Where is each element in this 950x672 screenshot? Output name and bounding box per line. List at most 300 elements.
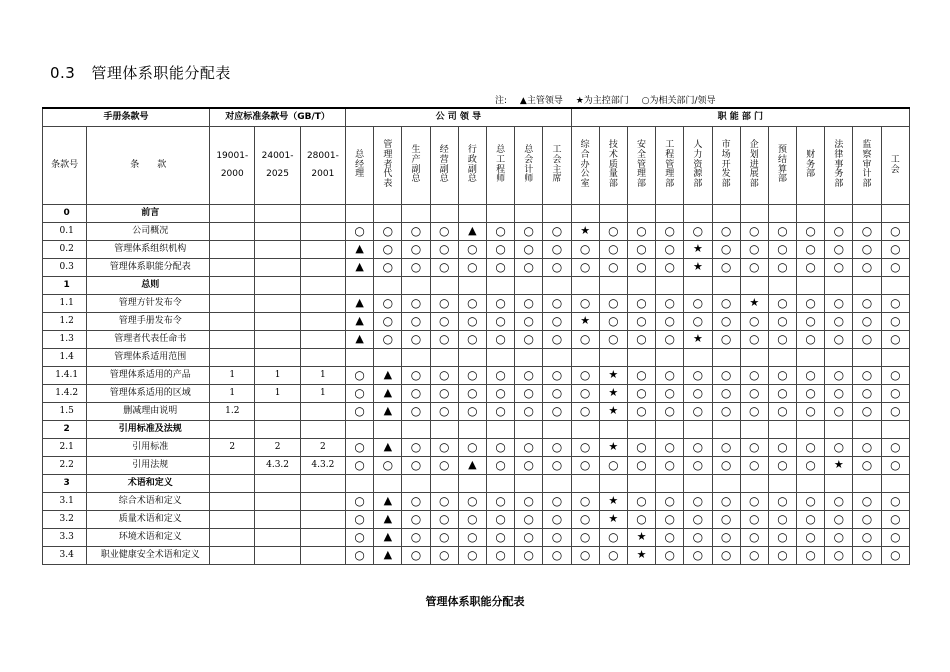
empty-cell — [656, 349, 684, 367]
related-circle-icon: ○ — [797, 403, 825, 421]
empty-cell — [543, 421, 571, 439]
related-circle-icon: ○ — [881, 241, 909, 259]
empty-cell — [458, 349, 486, 367]
empty-cell — [402, 277, 430, 295]
table-row — [43, 331, 910, 349]
empty-cell — [797, 277, 825, 295]
related-circle-icon: ○ — [797, 547, 825, 565]
leader-header-7 — [515, 127, 543, 205]
related-circle-icon: ○ — [684, 493, 712, 511]
empty-cell — [486, 475, 514, 493]
related-circle-icon: ○ — [825, 439, 853, 457]
table-row — [43, 277, 910, 295]
related-circle-icon: ○ — [515, 241, 543, 259]
leader-header-label: 总经理 — [355, 149, 365, 180]
main-dept-star-icon: ★ — [571, 223, 599, 241]
lead-triangle-icon: ▲ — [374, 493, 402, 511]
main-dept-star-icon: ★ — [599, 511, 627, 529]
empty-cell — [430, 277, 458, 295]
related-circle-icon: ○ — [627, 241, 655, 259]
related-circle-icon: ○ — [768, 385, 796, 403]
empty-cell — [430, 349, 458, 367]
empty-cell — [402, 475, 430, 493]
related-circle-icon: ○ — [599, 259, 627, 277]
related-circle-icon: ○ — [656, 241, 684, 259]
table-row — [43, 385, 910, 403]
dept-header-label: 工会 — [890, 154, 900, 175]
std-clause-cell — [255, 259, 300, 277]
lead-triangle-icon: ▲ — [374, 529, 402, 547]
lead-triangle-icon: ▲ — [346, 313, 374, 331]
table-row — [43, 547, 910, 565]
related-circle-icon: ○ — [543, 385, 571, 403]
related-circle-icon: ○ — [515, 439, 543, 457]
dept-header-label: 工程管理部 — [665, 139, 675, 190]
related-circle-icon: ○ — [881, 259, 909, 277]
related-circle-icon: ○ — [346, 493, 374, 511]
clause-name: 综合术语和定义 — [87, 493, 210, 511]
main-dept-star-icon: ★ — [571, 313, 599, 331]
empty-cell — [346, 277, 374, 295]
std-clause-cell — [300, 493, 345, 511]
related-circle-icon: ○ — [430, 493, 458, 511]
std-clause-cell — [255, 313, 300, 331]
group-departments: 职 能 部 门 — [571, 108, 909, 127]
related-circle-icon: ○ — [627, 511, 655, 529]
related-circle-icon: ○ — [712, 385, 740, 403]
related-circle-icon: ○ — [797, 511, 825, 529]
std-clause-cell — [210, 349, 255, 367]
clause-name: 环境术语和定义 — [87, 529, 210, 547]
related-circle-icon: ○ — [346, 385, 374, 403]
clause-name: 职业健康安全术语和定义 — [87, 547, 210, 565]
empty-cell — [599, 349, 627, 367]
clause-name: 引用法规 — [87, 457, 210, 475]
related-circle-icon: ○ — [825, 259, 853, 277]
related-circle-icon: ○ — [825, 511, 853, 529]
table-row — [43, 313, 910, 331]
related-circle-icon: ○ — [486, 331, 514, 349]
related-circle-icon: ○ — [740, 331, 768, 349]
dept-header-label: 监察审计部 — [862, 139, 872, 190]
dept-header-4 — [656, 127, 684, 205]
empty-cell — [374, 277, 402, 295]
related-circle-icon: ○ — [656, 331, 684, 349]
std-clause-cell — [300, 223, 345, 241]
related-circle-icon: ○ — [881, 529, 909, 547]
related-circle-icon: ○ — [515, 259, 543, 277]
lead-triangle-icon: ▲ — [346, 241, 374, 259]
lead-triangle-icon: ▲ — [374, 385, 402, 403]
std-clause-cell — [255, 511, 300, 529]
related-circle-icon: ○ — [797, 313, 825, 331]
related-circle-icon: ○ — [543, 493, 571, 511]
related-circle-icon: ○ — [486, 439, 514, 457]
std-clause-cell — [300, 295, 345, 313]
page-title — [50, 62, 231, 83]
related-circle-icon: ○ — [571, 259, 599, 277]
related-circle-icon: ○ — [374, 457, 402, 475]
clause-number: 1.1 — [43, 295, 87, 313]
empty-cell — [825, 205, 853, 223]
leader-header-8 — [543, 127, 571, 205]
clause-name: 管理方针发布令 — [87, 295, 210, 313]
std-clause-cell — [255, 241, 300, 259]
std-clause-cell — [210, 529, 255, 547]
std-clause-cell: 1 — [255, 367, 300, 385]
std-clause-cell — [300, 349, 345, 367]
related-circle-icon: ○ — [374, 223, 402, 241]
related-circle-icon: ○ — [402, 241, 430, 259]
leader-header-label: 行政副总 — [467, 144, 477, 185]
leader-header-5 — [458, 127, 486, 205]
std-header-1: 19001-2000 — [210, 127, 255, 205]
related-circle-icon: ○ — [712, 547, 740, 565]
empty-cell — [627, 421, 655, 439]
main-dept-star-icon: ★ — [599, 439, 627, 457]
empty-cell — [881, 349, 909, 367]
dept-header-5 — [684, 127, 712, 205]
related-circle-icon: ○ — [740, 241, 768, 259]
std-clause-cell: 4.3.2 — [300, 457, 345, 475]
clause-number: 0.3 — [43, 259, 87, 277]
std-clause-cell: 1 — [300, 367, 345, 385]
related-circle-icon: ○ — [684, 529, 712, 547]
leader-header-1 — [346, 127, 374, 205]
table-row — [43, 295, 910, 313]
main-dept-star-icon: ★ — [599, 385, 627, 403]
table-row — [43, 511, 910, 529]
related-circle-icon: ○ — [599, 547, 627, 565]
related-circle-icon: ○ — [712, 529, 740, 547]
related-circle-icon: ○ — [797, 385, 825, 403]
related-circle-icon: ○ — [599, 223, 627, 241]
section-title: 管理体系职能分配表 — [91, 64, 231, 82]
std-clause-cell — [255, 421, 300, 439]
related-circle-icon: ○ — [346, 403, 374, 421]
std-clause-cell — [255, 493, 300, 511]
related-circle-icon: ○ — [853, 385, 881, 403]
related-circle-icon: ○ — [684, 385, 712, 403]
related-circle-icon: ○ — [881, 313, 909, 331]
clause-name: 管理体系职能分配表 — [87, 259, 210, 277]
clause-name: 管理体系适用的产品 — [87, 367, 210, 385]
empty-cell — [853, 475, 881, 493]
related-circle-icon: ○ — [543, 367, 571, 385]
related-circle-icon: ○ — [825, 223, 853, 241]
clause-name: 管理体系适用范围 — [87, 349, 210, 367]
empty-cell — [881, 475, 909, 493]
related-circle-icon: ○ — [797, 223, 825, 241]
related-circle-icon: ○ — [656, 511, 684, 529]
std-clause-cell — [300, 313, 345, 331]
std-clause-cell: 1.2 — [210, 403, 255, 421]
related-circle-icon: ○ — [797, 259, 825, 277]
clause-number: 1.4.2 — [43, 385, 87, 403]
empty-cell — [684, 475, 712, 493]
related-circle-icon: ○ — [346, 367, 374, 385]
table-row — [43, 259, 910, 277]
main-dept-star-icon: ★ — [684, 241, 712, 259]
related-circle-icon: ○ — [853, 511, 881, 529]
related-circle-icon: ○ — [458, 529, 486, 547]
clause-number: 0.1 — [43, 223, 87, 241]
clause-name: 公司概况 — [87, 223, 210, 241]
related-circle-icon: ○ — [768, 547, 796, 565]
legend-leader: ▲主管领导 — [519, 96, 563, 106]
related-circle-icon: ○ — [853, 259, 881, 277]
empty-cell — [374, 421, 402, 439]
related-circle-icon: ○ — [515, 223, 543, 241]
related-circle-icon: ○ — [515, 493, 543, 511]
std-clause-cell — [255, 475, 300, 493]
related-circle-icon: ○ — [486, 259, 514, 277]
empty-cell — [656, 475, 684, 493]
related-circle-icon: ○ — [740, 457, 768, 475]
empty-cell — [881, 205, 909, 223]
related-circle-icon: ○ — [515, 295, 543, 313]
empty-cell — [825, 421, 853, 439]
empty-cell — [853, 349, 881, 367]
related-circle-icon: ○ — [853, 439, 881, 457]
dept-header-10 — [825, 127, 853, 205]
empty-cell — [458, 205, 486, 223]
table-row — [43, 241, 910, 259]
related-circle-icon: ○ — [430, 403, 458, 421]
related-circle-icon: ○ — [712, 403, 740, 421]
empty-cell — [656, 205, 684, 223]
clause-name: 删减理由说明 — [87, 403, 210, 421]
related-circle-icon: ○ — [881, 493, 909, 511]
leader-header-6 — [486, 127, 514, 205]
table-row — [43, 223, 910, 241]
empty-cell — [346, 205, 374, 223]
std-clause-cell: 1 — [210, 385, 255, 403]
clause-name: 管理体系组织机构 — [87, 241, 210, 259]
empty-cell — [346, 475, 374, 493]
group-manual: 手册条款号 — [43, 108, 210, 127]
related-circle-icon: ○ — [656, 223, 684, 241]
related-circle-icon: ○ — [825, 313, 853, 331]
related-circle-icon: ○ — [684, 457, 712, 475]
dept-header-8 — [768, 127, 796, 205]
table-row — [43, 475, 910, 493]
related-circle-icon: ○ — [402, 259, 430, 277]
empty-cell — [430, 475, 458, 493]
related-circle-icon: ○ — [825, 529, 853, 547]
related-circle-icon: ○ — [627, 295, 655, 313]
related-circle-icon: ○ — [430, 331, 458, 349]
table-row — [43, 457, 910, 475]
empty-cell — [825, 475, 853, 493]
related-circle-icon: ○ — [684, 367, 712, 385]
dept-header-12 — [881, 127, 909, 205]
related-circle-icon: ○ — [430, 295, 458, 313]
empty-cell — [684, 349, 712, 367]
clause-name: 管理者代表任命书 — [87, 331, 210, 349]
empty-cell — [853, 205, 881, 223]
col-clause-header: 条 款 — [87, 127, 210, 205]
related-circle-icon: ○ — [797, 241, 825, 259]
related-circle-icon: ○ — [599, 529, 627, 547]
clause-name: 引用标准及法规 — [87, 421, 210, 439]
related-circle-icon: ○ — [486, 511, 514, 529]
related-circle-icon: ○ — [346, 529, 374, 547]
clause-number: 0 — [43, 205, 87, 223]
related-circle-icon: ○ — [740, 529, 768, 547]
std-clause-cell: 1 — [300, 385, 345, 403]
related-circle-icon: ○ — [797, 457, 825, 475]
related-circle-icon: ○ — [853, 403, 881, 421]
std-clause-cell: 2 — [210, 439, 255, 457]
empty-cell — [402, 421, 430, 439]
legend-related: ○为相关部门/领导 — [641, 96, 716, 106]
std-header-3: 28001-2001 — [300, 127, 345, 205]
empty-cell — [346, 349, 374, 367]
empty-cell — [543, 349, 571, 367]
legend-prefix: 注: — [495, 96, 508, 106]
related-circle-icon: ○ — [571, 241, 599, 259]
empty-cell — [599, 421, 627, 439]
related-circle-icon: ○ — [656, 367, 684, 385]
related-circle-icon: ○ — [599, 457, 627, 475]
related-circle-icon: ○ — [571, 493, 599, 511]
leader-header-3 — [402, 127, 430, 205]
lead-triangle-icon: ▲ — [374, 547, 402, 565]
related-circle-icon: ○ — [627, 313, 655, 331]
empty-cell — [515, 475, 543, 493]
related-circle-icon: ○ — [515, 331, 543, 349]
clause-name: 质量术语和定义 — [87, 511, 210, 529]
related-circle-icon: ○ — [656, 493, 684, 511]
empty-cell — [740, 475, 768, 493]
legend-main-dept: ★为主控部门 — [575, 96, 629, 106]
related-circle-icon: ○ — [853, 529, 881, 547]
empty-cell — [599, 205, 627, 223]
std-clause-cell — [300, 547, 345, 565]
std-clause-cell — [255, 529, 300, 547]
related-circle-icon: ○ — [571, 439, 599, 457]
related-circle-icon: ○ — [712, 493, 740, 511]
related-circle-icon: ○ — [374, 295, 402, 313]
empty-cell — [515, 277, 543, 295]
related-circle-icon: ○ — [374, 313, 402, 331]
empty-cell — [853, 421, 881, 439]
related-circle-icon: ○ — [599, 313, 627, 331]
related-circle-icon: ○ — [458, 241, 486, 259]
related-circle-icon: ○ — [458, 331, 486, 349]
empty-cell — [543, 277, 571, 295]
related-circle-icon: ○ — [797, 439, 825, 457]
dept-header-label: 安全管理部 — [637, 139, 647, 190]
related-circle-icon: ○ — [797, 493, 825, 511]
empty-cell — [768, 421, 796, 439]
empty-cell — [740, 349, 768, 367]
related-circle-icon: ○ — [740, 547, 768, 565]
main-dept-star-icon: ★ — [627, 547, 655, 565]
related-circle-icon: ○ — [486, 367, 514, 385]
related-circle-icon: ○ — [627, 439, 655, 457]
lead-triangle-icon: ▲ — [346, 259, 374, 277]
std-clause-cell — [300, 241, 345, 259]
related-circle-icon: ○ — [825, 493, 853, 511]
dept-header-label: 财务部 — [806, 149, 816, 180]
related-circle-icon: ○ — [853, 313, 881, 331]
related-circle-icon: ○ — [458, 295, 486, 313]
table-row — [43, 421, 910, 439]
empty-cell — [627, 205, 655, 223]
related-circle-icon: ○ — [712, 241, 740, 259]
related-circle-icon: ○ — [402, 547, 430, 565]
related-circle-icon: ○ — [571, 367, 599, 385]
main-dept-star-icon: ★ — [599, 403, 627, 421]
empty-cell — [825, 277, 853, 295]
related-circle-icon: ○ — [486, 529, 514, 547]
std-clause-cell: 2 — [255, 439, 300, 457]
related-circle-icon: ○ — [402, 223, 430, 241]
related-circle-icon: ○ — [346, 457, 374, 475]
clause-number: 2.2 — [43, 457, 87, 475]
empty-cell — [430, 205, 458, 223]
clause-number: 1.2 — [43, 313, 87, 331]
empty-cell — [515, 421, 543, 439]
related-circle-icon: ○ — [515, 529, 543, 547]
dept-header-3 — [627, 127, 655, 205]
empty-cell — [684, 205, 712, 223]
leader-header-label: 总会计师 — [524, 144, 534, 185]
related-circle-icon: ○ — [712, 439, 740, 457]
related-circle-icon: ○ — [458, 493, 486, 511]
leader-header-4 — [430, 127, 458, 205]
related-circle-icon: ○ — [430, 457, 458, 475]
related-circle-icon: ○ — [825, 385, 853, 403]
clause-name: 术语和定义 — [87, 475, 210, 493]
related-circle-icon: ○ — [853, 457, 881, 475]
empty-cell — [656, 277, 684, 295]
clause-number: 1.4 — [43, 349, 87, 367]
related-circle-icon: ○ — [346, 439, 374, 457]
dept-header-9 — [797, 127, 825, 205]
related-circle-icon: ○ — [656, 385, 684, 403]
empty-cell — [374, 349, 402, 367]
related-circle-icon: ○ — [768, 241, 796, 259]
dept-header-label: 综合办公室 — [580, 139, 590, 190]
related-circle-icon: ○ — [740, 259, 768, 277]
related-circle-icon: ○ — [740, 493, 768, 511]
related-circle-icon: ○ — [543, 403, 571, 421]
related-circle-icon: ○ — [627, 223, 655, 241]
main-dept-star-icon: ★ — [684, 331, 712, 349]
empty-cell — [486, 205, 514, 223]
related-circle-icon: ○ — [486, 493, 514, 511]
lead-triangle-icon: ▲ — [346, 295, 374, 313]
related-circle-icon: ○ — [571, 547, 599, 565]
related-circle-icon: ○ — [656, 313, 684, 331]
related-circle-icon: ○ — [768, 223, 796, 241]
empty-cell — [599, 475, 627, 493]
related-circle-icon: ○ — [768, 439, 796, 457]
related-circle-icon: ○ — [656, 259, 684, 277]
related-circle-icon: ○ — [515, 547, 543, 565]
related-circle-icon: ○ — [797, 367, 825, 385]
related-circle-icon: ○ — [684, 295, 712, 313]
dept-header-label: 法律事务部 — [834, 139, 844, 190]
empty-cell — [712, 205, 740, 223]
related-circle-icon: ○ — [627, 385, 655, 403]
lead-triangle-icon: ▲ — [374, 439, 402, 457]
empty-cell — [853, 277, 881, 295]
related-circle-icon: ○ — [486, 457, 514, 475]
